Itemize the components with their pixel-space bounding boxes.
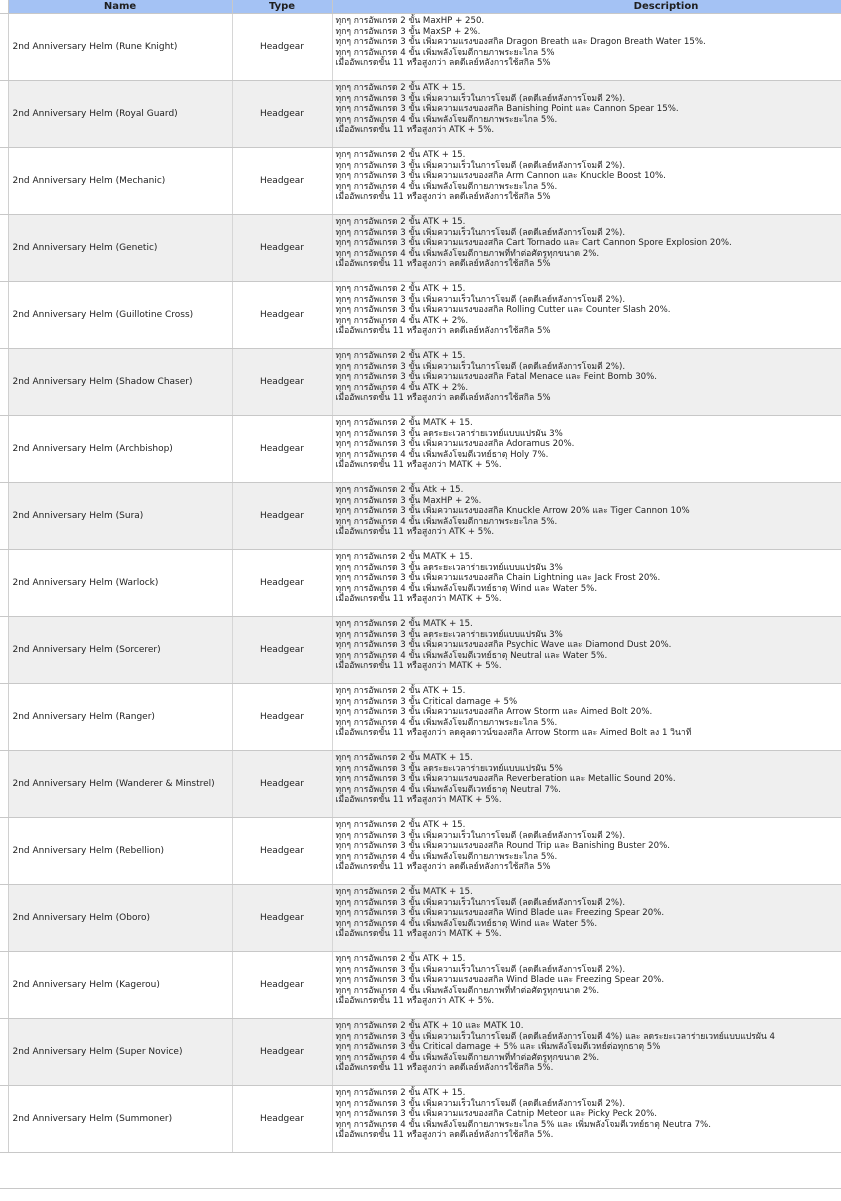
cell-name[interactable]: 2nd Anniversary Helm (Warlock): [8, 550, 232, 617]
description-line: เมื่ออัพเกรดขั้น 11 หรือสูงกว่า MATK + 5%.: [336, 795, 841, 806]
description-line: ทุกๆ การอัพเกรด 2 ขั้น ATK + 15.: [336, 1088, 841, 1099]
cell-type[interactable]: Headgear: [232, 952, 332, 1019]
table-row: [0, 148, 841, 215]
description-line: ทุกๆ การอัพเกรด 3 ขั้น Critical damage + 5% และ เพิ่มพลังโจมตีเวทย์ต่อทุกธาตุ 5%: [336, 1042, 841, 1053]
description-line: ทุกๆ การอัพเกรด 2 ขั้น MaxHP + 250.: [336, 16, 841, 27]
row-gutter[interactable]: [0, 684, 8, 751]
description-line: ทุกๆ การอัพเกรด 4 ขั้น เพิ่มพลังโจมตีกายภาพระยะไกล 5%.: [336, 852, 841, 863]
description-line: ทุกๆ การอัพเกรด 4 ขั้น เพิ่มพลังโจมตีกายภาพที่ทำต่อศัตรูทุกขนาด 2%.: [336, 249, 841, 260]
row-gutter[interactable]: [0, 751, 8, 818]
cell-type[interactable]: Headgear: [232, 684, 332, 751]
description-line: เมื่ออัพเกรดขั้น 11 หรือสูงกว่า ลดดีเลย์หลังการใช้สกิล 5%: [336, 58, 841, 69]
description-line: ทุกๆ การอัพเกรด 3 ขั้น เพิ่มความแรงของสกิล Knuckle Arrow 20% และ Tiger Cannon 10%: [336, 506, 841, 517]
description-line: ทุกๆ การอัพเกรด 3 ขั้น เพิ่มความแรงของสกิล Dragon Breath และ Dragon Breath Water 15%.: [336, 37, 841, 48]
description-line: ทุกๆ การอัพเกรด 3 ขั้น Critical damage + 5%: [336, 697, 841, 708]
description-line: ทุกๆ การอัพเกรด 3 ขั้น ลดระยะเวลาร่ายเวทย์แบบแปรผัน 3%: [336, 429, 841, 440]
description-line: ทุกๆ การอัพเกรด 3 ขั้น เพิ่มความเร็วในการโจมตี (ลดดีเลย์หลังการโจมตี 4%) และ ลดระยะเวลาร่ายเวทย์แบบแปรผัน 4: [336, 1032, 841, 1043]
row-gutter[interactable]: [0, 885, 8, 952]
row-gutter[interactable]: [0, 282, 8, 349]
next-row-strip: [0, 1188, 841, 1201]
description-line: ทุกๆ การอัพเกรด 4 ขั้น เพิ่มพลังโจมตีเวทย์ธาตุ Holy 7%.: [336, 450, 841, 461]
row-gutter[interactable]: [0, 0, 8, 14]
cell-description[interactable]: [332, 818, 841, 885]
table-row: [0, 1086, 841, 1153]
description-line: ทุกๆ การอัพเกรด 4 ขั้น เพิ่มพลังโจมตีกายภาพระยะไกล 5%.: [336, 182, 841, 193]
cell-type[interactable]: Headgear: [232, 1019, 332, 1086]
description-line: ทุกๆ การอัพเกรด 3 ขั้น ลดระยะเวลาร่ายเวทย์แบบแปรผัน 5%: [336, 764, 841, 775]
row-gutter[interactable]: [0, 215, 8, 282]
table-body: [0, 14, 841, 1153]
cell-type[interactable]: Headgear: [232, 550, 332, 617]
description-line: ทุกๆ การอัพเกรด 2 ขั้น MATK + 15.: [336, 552, 841, 563]
column-header-description[interactable]: Description: [332, 0, 841, 14]
cell-type[interactable]: Headgear: [232, 1086, 332, 1153]
description-line: ทุกๆ การอัพเกรด 3 ขั้น เพิ่มความเร็วในการโจมตี (ลดดีเลย์หลังการโจมตี 2%).: [336, 831, 841, 842]
table-row: [0, 483, 841, 550]
description-line: ทุกๆ การอัพเกรด 2 ขั้น ATK + 15.: [336, 686, 841, 697]
description-line: ทุกๆ การอัพเกรด 3 ขั้น เพิ่มความแรงของสกิล Reverberation และ Metallic Sound 20%.: [336, 774, 841, 785]
table-row: [0, 617, 841, 684]
table-row: [0, 349, 841, 416]
row-gutter[interactable]: [0, 14, 8, 81]
description-line: ทุกๆ การอัพเกรด 2 ขั้น ATK + 15.: [336, 284, 841, 295]
description-line: ทุกๆ การอัพเกรด 4 ขั้น เพิ่มพลังโจมตีเวทย์ธาตุ Neutral 7%.: [336, 785, 841, 796]
cell-description[interactable]: [332, 282, 841, 349]
description-line: ทุกๆ การอัพเกรด 3 ขั้น เพิ่มความแรงของสกิล Banishing Point และ Cannon Spear 15%.: [336, 104, 841, 115]
description-line: ทุกๆ การอัพเกรด 3 ขั้น เพิ่มความเร็วในการโจมตี (ลดดีเลย์หลังการโจมตี 2%).: [336, 898, 841, 909]
cell-type[interactable]: Headgear: [232, 282, 332, 349]
table-row: [0, 14, 841, 81]
description-line: ทุกๆ การอัพเกรด 3 ขั้น เพิ่มความแรงของสกิล Rolling Cutter และ Counter Slash 20%.: [336, 305, 841, 316]
description-line: ทุกๆ การอัพเกรด 3 ขั้น เพิ่มความแรงของสกิล Round Trip และ Banishing Buster 20%.: [336, 841, 841, 852]
description-line: ทุกๆ การอัพเกรด 4 ขั้น ATK + 2%.: [336, 383, 841, 394]
description-line: ทุกๆ การอัพเกรด 3 ขั้น เพิ่มความเร็วในการโจมตี (ลดดีเลย์หลังการโจมตี 2%).: [336, 228, 841, 239]
table-row: [0, 282, 841, 349]
description-line: ทุกๆ การอัพเกรด 3 ขั้น เพิ่มความแรงของสกิล Cart Tornado และ Cart Cannon Spore Explosion 20%.: [336, 238, 841, 249]
description-line: ทุกๆ การอัพเกรด 2 ขั้น ATK + 15.: [336, 217, 841, 228]
table-row: [0, 215, 841, 282]
description-line: ทุกๆ การอัพเกรด 2 ขั้น ATK + 15.: [336, 954, 841, 965]
description-line: ทุกๆ การอัพเกรด 3 ขั้น MaxHP + 2%.: [336, 496, 841, 507]
description-line: ทุกๆ การอัพเกรด 3 ขั้น เพิ่มความเร็วในการโจมตี (ลดดีเลย์หลังการโจมตี 2%).: [336, 1099, 841, 1110]
description-line: เมื่ออัพเกรดขั้น 11 หรือสูงกว่า ลดดีเลย์หลังการใช้สกิล 5%: [336, 862, 841, 873]
row-gutter[interactable]: [0, 416, 8, 483]
cell-description[interactable]: [332, 483, 841, 550]
table-row: [0, 81, 841, 148]
description-line: ทุกๆ การอัพเกรด 3 ขั้น เพิ่มความเร็วในการโจมตี (ลดดีเลย์หลังการโจมตี 2%).: [336, 362, 841, 373]
cell-name[interactable]: 2nd Anniversary Helm (Oboro): [8, 885, 232, 952]
row-gutter[interactable]: [0, 1019, 8, 1086]
cell-name[interactable]: 2nd Anniversary Helm (Mechanic): [8, 148, 232, 215]
cell-name[interactable]: 2nd Anniversary Helm (Rebellion): [8, 818, 232, 885]
row-gutter[interactable]: [0, 617, 8, 684]
description-line: ทุกๆ การอัพเกรด 4 ขั้น เพิ่มพลังโจมตีกายภาพระยะไกล 5%.: [336, 517, 841, 528]
description-line: ทุกๆ การอัพเกรด 3 ขั้น เพิ่มความเร็วในการโจมตี (ลดดีเลย์หลังการโจมตี 2%).: [336, 161, 841, 172]
cell-name[interactable]: 2nd Anniversary Helm (Genetic): [8, 215, 232, 282]
cell-description[interactable]: [332, 684, 841, 751]
row-gutter[interactable]: [0, 81, 8, 148]
description-line: ทุกๆ การอัพเกรด 3 ขั้น เพิ่มความแรงของสกิล Catnip Meteor และ Picky Peck 20%.: [336, 1109, 841, 1120]
cell-type[interactable]: Headgear: [232, 751, 332, 818]
cell-type[interactable]: Headgear: [232, 81, 332, 148]
description-line: เมื่ออัพเกรดขั้น 11 หรือสูงกว่า MATK + 5%.: [336, 929, 841, 940]
column-header-name[interactable]: Name: [8, 0, 232, 14]
table-row: [0, 751, 841, 818]
cell-type[interactable]: Headgear: [232, 14, 332, 81]
cell-type[interactable]: Headgear: [232, 148, 332, 215]
cell-description[interactable]: [332, 215, 841, 282]
cell-name[interactable]: 2nd Anniversary Helm (Sorcerer): [8, 617, 232, 684]
description-line: ทุกๆ การอัพเกรด 2 ขั้น MATK + 15.: [336, 753, 841, 764]
description-line: ทุกๆ การอัพเกรด 3 ขั้น ลดระยะเวลาร่ายเวทย์แบบแปรผัน 3%: [336, 563, 841, 574]
cell-description[interactable]: [332, 751, 841, 818]
description-line: ทุกๆ การอัพเกรด 2 ขั้น MATK + 15.: [336, 619, 841, 630]
description-line: ทุกๆ การอัพเกรด 4 ขั้น เพิ่มพลังโจมตีเวทย์ธาตุ Wind และ Water 5%.: [336, 584, 841, 595]
row-gutter[interactable]: [0, 483, 8, 550]
description-line: ทุกๆ การอัพเกรด 4 ขั้น เพิ่มพลังโจมตีกายภาพระยะไกล 5%: [336, 48, 841, 59]
cell-description[interactable]: [332, 617, 841, 684]
cell-type[interactable]: Headgear: [232, 215, 332, 282]
description-line: ทุกๆ การอัพเกรด 2 ขั้น ATK + 15.: [336, 351, 841, 362]
description-line: เมื่ออัพเกรดขั้น 11 หรือสูงกว่า MATK + 5%.: [336, 594, 841, 605]
description-line: ทุกๆ การอัพเกรด 3 ขั้น เพิ่มความแรงของสกิล Arm Cannon และ Knuckle Boost 10%.: [336, 171, 841, 182]
cell-type[interactable]: Headgear: [232, 617, 332, 684]
cell-description[interactable]: [332, 1086, 841, 1153]
row-gutter[interactable]: [0, 349, 8, 416]
cell-name[interactable]: 2nd Anniversary Helm (Royal Guard): [8, 81, 232, 148]
description-line: ทุกๆ การอัพเกรด 3 ขั้น เพิ่มความเร็วในการโจมตี (ลดดีเลย์หลังการโจมตี 2%).: [336, 295, 841, 306]
cell-description[interactable]: [332, 1019, 841, 1086]
description-line: เมื่ออัพเกรดขั้น 11 หรือสูงกว่า ลดดีเลย์หลังการใช้สกิล 5%: [336, 326, 841, 337]
description-line: เมื่ออัพเกรดขั้น 11 หรือสูงกว่า ลดดีเลย์หลังการใช้สกิล 5%: [336, 259, 841, 270]
table-row: [0, 885, 841, 952]
description-line: ทุกๆ การอัพเกรด 4 ขั้น เพิ่มพลังโจมตีกายภาพระยะไกล 5% และ เพิ่มพลังโจมตีเวทย์ธาตุ Neutra 7%.: [336, 1120, 841, 1131]
description-line: ทุกๆ การอัพเกรด 3 ขั้น ลดระยะเวลาร่ายเวทย์แบบแปรผัน 3%: [336, 630, 841, 641]
table-row: [0, 818, 841, 885]
cell-description[interactable]: [332, 550, 841, 617]
description-line: ทุกๆ การอัพเกรด 2 ขั้น MATK + 15.: [336, 418, 841, 429]
cell-name[interactable]: 2nd Anniversary Helm (Kagerou): [8, 952, 232, 1019]
cell-type[interactable]: Headgear: [232, 349, 332, 416]
cell-type[interactable]: Headgear: [232, 483, 332, 550]
row-gutter[interactable]: [0, 148, 8, 215]
description-line: ทุกๆ การอัพเกรด 3 ขั้น เพิ่มความเร็วในการโจมตี (ลดดีเลย์หลังการโจมตี 2%).: [336, 965, 841, 976]
cell-type[interactable]: Headgear: [232, 885, 332, 952]
cell-name[interactable]: 2nd Anniversary Helm (Sura): [8, 483, 232, 550]
description-line: ทุกๆ การอัพเกรด 2 ขั้น ATK + 10 และ MATK 10.: [336, 1021, 841, 1032]
description-line: ทุกๆ การอัพเกรด 2 ขั้น Atk + 15.: [336, 485, 841, 496]
description-line: เมื่ออัพเกรดขั้น 11 หรือสูงกว่า ลดดีเลย์หลังการใช้สกิล 5%: [336, 192, 841, 203]
description-line: ทุกๆ การอัพเกรด 3 ขั้น เพิ่มความแรงของสกิล Arrow Storm และ Aimed Bolt 20%.: [336, 707, 841, 718]
description-line: ทุกๆ การอัพเกรด 4 ขั้น ATK + 2%.: [336, 316, 841, 327]
description-line: ทุกๆ การอัพเกรด 3 ขั้น เพิ่มความแรงของสกิล Wind Blade และ Freezing Spear 20%.: [336, 908, 841, 919]
cell-name[interactable]: 2nd Anniversary Helm (Super Novice): [8, 1019, 232, 1086]
description-line: ทุกๆ การอัพเกรด 4 ขั้น เพิ่มพลังโจมตีกายภาพระยะไกล 5%.: [336, 718, 841, 729]
description-line: ทุกๆ การอัพเกรด 2 ขั้น ATK + 15.: [336, 150, 841, 161]
description-line: ทุกๆ การอัพเกรด 2 ขั้น ATK + 15.: [336, 820, 841, 831]
row-gutter[interactable]: [0, 550, 8, 617]
description-line: ทุกๆ การอัพเกรด 3 ขั้น เพิ่มความแรงของสกิล Wind Blade และ Freezing Spear 20%.: [336, 975, 841, 986]
header-row: [0, 0, 841, 14]
description-line: เมื่ออัพเกรดขั้น 11 หรือสูงกว่า MATK + 5%.: [336, 661, 841, 672]
row-gutter[interactable]: [0, 818, 8, 885]
cell-type[interactable]: Headgear: [232, 416, 332, 483]
description-line: ทุกๆ การอัพเกรด 2 ขั้น MATK + 15.: [336, 887, 841, 898]
description-line: เมื่ออัพเกรดขั้น 11 หรือสูงกว่า MATK + 5%.: [336, 460, 841, 471]
description-line: ทุกๆ การอัพเกรด 3 ขั้น เพิ่มความแรงของสกิล Fatal Menace และ Feint Bomb 30%.: [336, 372, 841, 383]
cell-description[interactable]: [332, 81, 841, 148]
cell-description[interactable]: [332, 148, 841, 215]
table-row: [0, 684, 841, 751]
description-line: เมื่ออัพเกรดขั้น 11 หรือสูงกว่า ATK + 5%.: [336, 527, 841, 538]
table-row: [0, 952, 841, 1019]
description-line: ทุกๆ การอัพเกรด 2 ขั้น ATK + 15.: [336, 83, 841, 94]
cell-type[interactable]: Headgear: [232, 818, 332, 885]
cell-description[interactable]: [332, 14, 841, 81]
description-line: เมื่ออัพเกรดขั้น 11 หรือสูงกว่า ATK + 5%.: [336, 125, 841, 136]
table-row: [0, 1019, 841, 1086]
description-line: เมื่ออัพเกรดขั้น 11 หรือสูงกว่า ATK + 5%.: [336, 996, 841, 1007]
description-line: ทุกๆ การอัพเกรด 4 ขั้น เพิ่มพลังโจมตีกายภาพที่ทำต่อศัตรูทุกขนาด 2%.: [336, 1053, 841, 1064]
column-header-type[interactable]: Type: [232, 0, 332, 14]
row-gutter[interactable]: [0, 952, 8, 1019]
description-line: ทุกๆ การอัพเกรด 3 ขั้น เพิ่มความเร็วในการโจมตี (ลดดีเลย์หลังการโจมตี 2%).: [336, 94, 841, 105]
cell-name[interactable]: 2nd Anniversary Helm (Guillotine Cross): [8, 282, 232, 349]
cell-name[interactable]: 2nd Anniversary Helm (Summoner): [8, 1086, 232, 1153]
cell-name[interactable]: 2nd Anniversary Helm (Rune Knight): [8, 14, 232, 81]
description-line: ทุกๆ การอัพเกรด 3 ขั้น เพิ่มความแรงของสกิล Chain Lightning และ Jack Frost 20%.: [336, 573, 841, 584]
cell-description[interactable]: [332, 952, 841, 1019]
description-line: ทุกๆ การอัพเกรด 4 ขั้น เพิ่มพลังโจมตีกายภาพระยะไกล 5%.: [336, 115, 841, 126]
description-line: ทุกๆ การอัพเกรด 3 ขั้น เพิ่มความแรงของสกิล Psychic Wave และ Diamond Dust 20%.: [336, 640, 841, 651]
cell-name[interactable]: 2nd Anniversary Helm (Wanderer & Minstrel): [8, 751, 232, 818]
table-row: [0, 550, 841, 617]
description-line: เมื่ออัพเกรดขั้น 11 หรือสูงกว่า ลดดีเลย์หลังการใช้สกิล 5%: [336, 393, 841, 404]
description-line: เมื่ออัพเกรดขั้น 11 หรือสูงกว่า ลดดีเลย์หลังการใช้สกิล 5%.: [336, 1063, 841, 1074]
description-line: ทุกๆ การอัพเกรด 4 ขั้น เพิ่มพลังโจมตีกายภาพที่ทำต่อศัตรูทุกขนาด 2%.: [336, 986, 841, 997]
description-line: ทุกๆ การอัพเกรด 4 ขั้น เพิ่มพลังโจมตีเวทย์ธาตุ Neutral และ Water 5%.: [336, 651, 841, 662]
cell-description[interactable]: [332, 349, 841, 416]
description-line: เมื่ออัพเกรดขั้น 11 หรือสูงกว่า ลดดีเลย์หลังการใช้สกิล 5%.: [336, 1130, 841, 1141]
cell-name[interactable]: 2nd Anniversary Helm (Ranger): [8, 684, 232, 751]
description-line: ทุกๆ การอัพเกรด 4 ขั้น เพิ่มพลังโจมตีเวทย์ธาตุ Wind และ Water 5%.: [336, 919, 841, 930]
cell-name[interactable]: 2nd Anniversary Helm (Shadow Chaser): [8, 349, 232, 416]
cell-name[interactable]: 2nd Anniversary Helm (Archbishop): [8, 416, 232, 483]
cell-description[interactable]: [332, 416, 841, 483]
table-row: [0, 416, 841, 483]
description-line: ทุกๆ การอัพเกรด 3 ขั้น MaxSP + 2%.: [336, 27, 841, 38]
description-line: ทุกๆ การอัพเกรด 3 ขั้น เพิ่มความแรงของสกิล Adoramus 20%.: [336, 439, 841, 450]
description-line: เมื่ออัพเกรดขั้น 11 หรือสูงกว่า ลดคูลดาวน์ของสกิล Arrow Storm และ Aimed Bolt ลง 1 วินาที: [336, 728, 841, 739]
cell-description[interactable]: [332, 885, 841, 952]
row-gutter[interactable]: [0, 1086, 8, 1153]
